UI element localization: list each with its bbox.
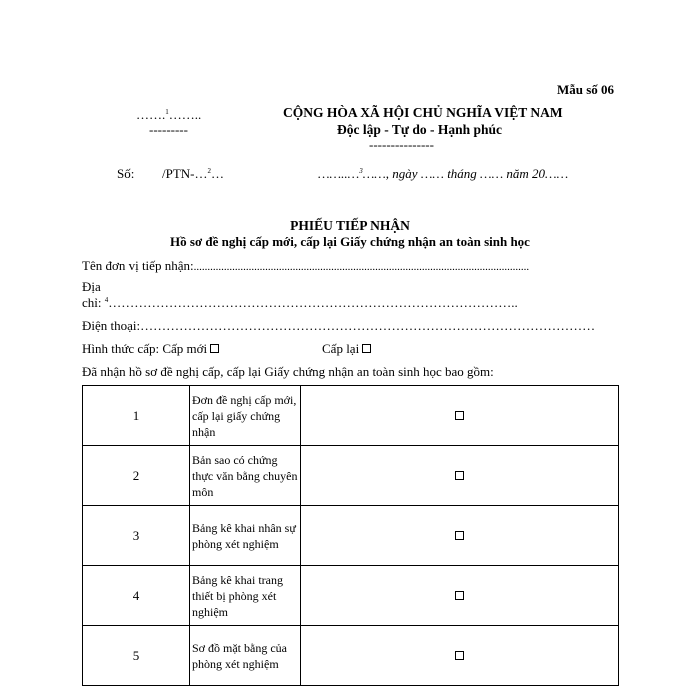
so-value: /PTN-…$^2$… xyxy=(162,166,224,181)
so-label: Số: xyxy=(117,166,135,181)
reissue-checkbox[interactable] xyxy=(362,344,371,353)
item-check-cell xyxy=(301,506,619,566)
item-number: 3 xyxy=(83,506,190,566)
item-description: Bảng kê khai nhân sự phòng xét nghiệm xyxy=(190,506,301,566)
item-check-cell xyxy=(301,386,619,446)
issue-new-option: Hình thức cấp: Cấp mới xyxy=(82,341,219,357)
item-number: 5 xyxy=(83,626,190,686)
item-checkbox[interactable] xyxy=(455,651,464,660)
motto: Độc lập - Tự do - Hạnh phúc xyxy=(337,122,503,137)
national-title: CỘNG HÒA XÃ HỘI CHỦ NGHĨA VIỆT NAM xyxy=(283,105,563,120)
new-issue-checkbox[interactable] xyxy=(210,344,219,353)
item-number: 4 xyxy=(83,566,190,626)
item-check-cell xyxy=(301,626,619,686)
item-checkbox[interactable] xyxy=(455,591,464,600)
org-underline: --------- xyxy=(149,122,188,137)
table-row xyxy=(83,566,619,626)
address-field: chỉ: $^4$………………………………………………………………………………….. xyxy=(82,295,518,310)
table-row xyxy=(83,506,619,566)
org-note-ref: 1 xyxy=(165,108,169,116)
place-date: ……..…$^3$……, ngày …… tháng …… năm 20…… xyxy=(318,166,569,181)
item-checkbox[interactable] xyxy=(455,471,464,480)
item-number: 1 xyxy=(83,386,190,446)
documents-table xyxy=(82,385,619,686)
item-description: Đơn đề nghị cấp mới, cấp lại giấy chứng nhận xyxy=(190,386,301,446)
doc-subtitle: Hồ sơ đề nghị cấp mới, cấp lại Giấy chứng nhận an toàn sinh học xyxy=(170,234,530,249)
org-name-placeholder: …….$^1$…….. xyxy=(136,107,202,122)
item-description: Sơ đồ mặt bằng của phòng xét nghiệm xyxy=(190,626,301,686)
item-description: Bản sao có chứng thực văn bằng chuyên môn xyxy=(190,446,301,506)
table-row xyxy=(83,626,619,686)
item-check-cell xyxy=(301,446,619,506)
item-checkbox[interactable] xyxy=(455,531,464,540)
form-number: Mẫu số 06 xyxy=(557,82,615,97)
documents-table-body xyxy=(83,386,619,686)
item-checkbox[interactable] xyxy=(455,411,464,420)
unit-field: Tên đơn vị tiếp nhận:.......................................................................................................................... xyxy=(82,258,530,273)
phone-field: Điện thoại:…………………………………………………………………………………………… xyxy=(82,318,596,333)
received-intro: Đã nhận hồ sơ đề nghị cấp, cấp lại Giấy chứng nhận an toàn sinh học bao gồm: xyxy=(82,364,494,379)
doc-title: PHIẾU TIẾP NHẬN xyxy=(290,218,410,233)
item-description: Bảng kê khai trang thiết bị phòng xét nghiệm xyxy=(190,566,301,626)
table-row xyxy=(83,386,619,446)
table-row xyxy=(83,446,619,506)
motto-underline: --------------- xyxy=(369,137,434,152)
item-check-cell xyxy=(301,566,619,626)
item-number: 2 xyxy=(83,446,190,506)
address-label-line1: Địa xyxy=(82,279,101,294)
reissue-option: Cấp lại xyxy=(322,341,371,357)
